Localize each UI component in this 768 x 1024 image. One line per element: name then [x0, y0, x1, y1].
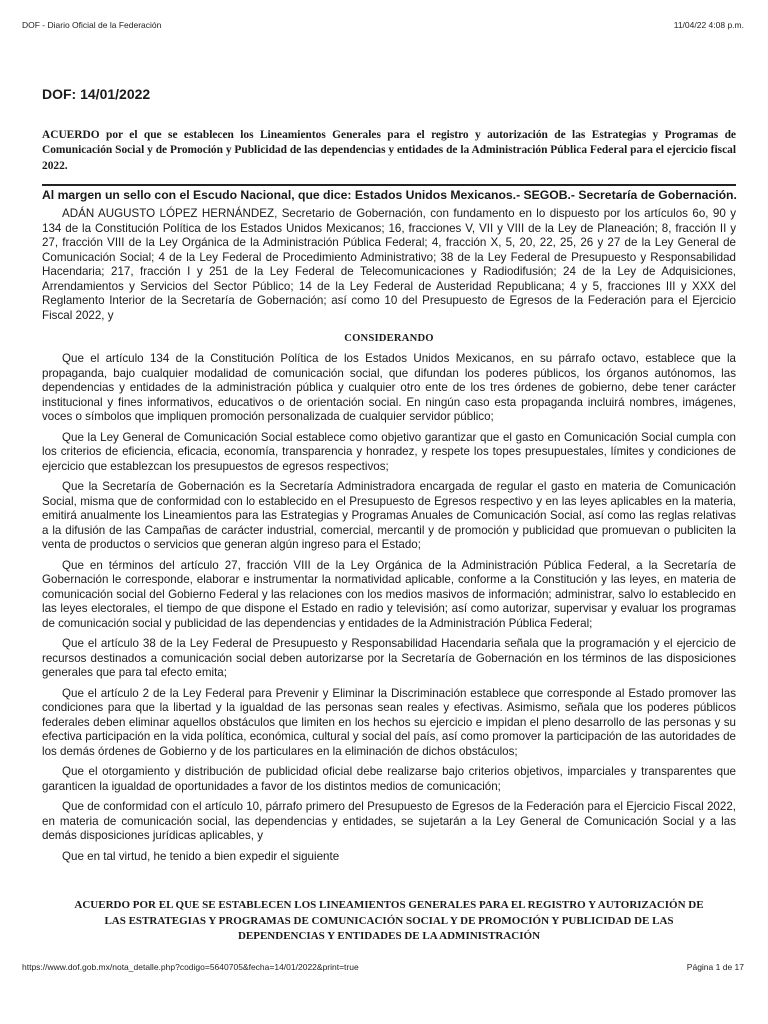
print-header	[22, 20, 744, 30]
considerando-paragraph-6: Que el artículo 2 de la Ley Federal para Prevenir y Eliminar la Discriminación establece que corresponde al Estado promover las condiciones para que la libertad y la igualdad de las personas sean reales y efectivas. Asimismo, señala que los poderes públicos federales deben eliminar aquellos obstáculos que limiten en los hechos su ejercicio e impidan el pleno desarrollo de las personas y su efectiva participación en la vida política, económica, cultural y social del país, así como promover la participación de las autoridades de los demás órdenes de Gobierno y de los particulares en la eliminación de dichos obstáculos;	[42, 686, 736, 758]
acuerdo-heading: ACUERDO POR EL QUE SE ESTABLECEN LOS LINEAMIENTOS GENERALES PARA EL REGISTRO Y AUTORIZACIÓN DE LAS ESTRATEGIAS Y PROGRAMAS DE COMUNICACIÓN SOCIAL Y DE PROMOCIÓN Y PUBLICIDAD DE LAS DEPENDENCIAS Y ENTIDADES DE LA ADMINISTRACIÓN	[74, 899, 704, 943]
considerando-paragraph-1: Que el artículo 134 de la Constitución Política de los Estados Unidos Mexicanos, en su párrafo octavo, establece que la propaganda, bajo cualquier modalidad de comunicación social, que difundan los poderes públicos, los órganos autónomos, las dependencias y entidades de la administración pública y cualquier otro ente de los tres órdenes de gobierno, debe tener carácter institucional y fines informativos, educativos o de orientación social. En ningún caso esta propaganda incluirá nombres, imágenes, voces o símbolos que impliquen promoción personalizada de cualquier servidor público;	[42, 352, 736, 424]
considerando-paragraph-2: Que la Ley General de Comunicación Social establece como objetivo garantizar que el gasto en Comunicación Social cumpla con los criterios de eficiencia, eficacia, economía, transparencia y honradez, y respete los topes presupuestales, límites y condiciones de ejercicio que establezcan los presupuestos de egresos respectivos;	[42, 430, 736, 473]
print-header-datetime: 11/04/22 4:08 p.m.	[673, 20, 744, 30]
print-footer	[22, 962, 744, 972]
print-header-title: DOF - Diario Oficial de la Federación	[22, 20, 162, 30]
print-footer-url: https://www.dof.gob.mx/nota_detalle.php?codigo=5640705&fecha=14/01/2022&print=true	[22, 962, 359, 972]
print-footer-page: Página 1 de 17	[686, 962, 744, 972]
sello-line: Al margen un sello con el Escudo Nacional, que dice: Estados Unidos Mexicanos.- SEGOB.- Secretaría de Gobernación.	[42, 184, 736, 203]
decree-title: ACUERDO por el que se establecen los Lineamientos Generales para el registro y autorización de las Estrategias y Programas de Comunicación Social y de Promoción y Publicidad de las dependencias y entidades de la Administración Pública Federal para el ejercicio fiscal 2022.	[42, 129, 736, 172]
considerando-paragraph-3: Que la Secretaría de Gobernación es la Secretaría Administradora encargada de regular el gasto en materia de Comunicación Social, misma que de conformidad con lo establecido en el Presupuesto de Egresos respectivo y en las leyes aplicables en la materia, emitirá anualmente los Lineamientos para las Estrategias y Programas Anuales de Comunicación Social, así como las reglas relativas a la difusión de las Campañas de carácter industrial, comercial, mercantil y de promoción y publicidad que promuevan o publiciten la venta de productos o servicios que generan algún ingreso para el Estado;	[42, 480, 736, 552]
considerando-paragraph-8: Que de conformidad con el artículo 10, párrafo primero del Presupuesto de Egresos de la Federación para el Ejercicio Fiscal 2022, en materia de comunicación social, las dependencias y entidades, se sujetarán a la Ley General de Comunicación Social y a las demás disposiciones jurídicas aplicables, y	[42, 800, 736, 843]
document-content	[42, 86, 736, 944]
considerando-heading: CONSIDERANDO	[344, 333, 434, 345]
dof-date: DOF: 14/01/2022	[42, 86, 151, 102]
considerando-paragraph-5: Que el artículo 38 de la Ley Federal de Presupuesto y Responsabilidad Hacendaria señala que la programación y el ejercicio de recursos destinados a comunicación social deben autorizarse por la Secretaría de Gobernación en los términos de las disposiciones generales que para tal efecto emita;	[42, 637, 736, 680]
preamble-paragraph: ADÁN AUGUSTO LÓPEZ HERNÁNDEZ, Secretario de Gobernación, con fundamento en lo dispuesto por los artículos 6o, 90 y 134 de la Constitución Política de los Estados Unidos Mexicanos; 16, fracciones V, VII y VIII de la Ley de Planeación; 8, fracción II y 27, fracción VIII de la Ley Orgánica de la Administración Pública Federal; 4, fracción X, 5, 20, 22, 25, 26 y 27 de la Ley General de Comunicación Social; 4 de la Ley Federal de Procedimiento Administrativo; 38 de la Ley Federal de Presupuesto y Responsabilidad Hacendaria; 217, fracción I y 251 de la Ley Federal de Telecomunicaciones y Radiodifusión; 24 de la Ley de Adquisiciones, Arrendamientos y Servicios del Sector Público; 14 de la Ley Federal de Austeridad Republicana; 4 y 5, fracciones III y XXX del Reglamento Interior de la Secretaría de Gobernación; así como 10 del Presupuesto de Egresos de la Federación para el Ejercicio Fiscal 2022, y	[42, 207, 736, 322]
considerando-paragraph-4: Que en términos del artículo 27, fracción VIII de la Ley Orgánica de la Administración Pública Federal, a la Secretaría de Gobernación le corresponde, elaborar e instrumentar la normatividad aplicable, conforme a la Constitución y las leyes, en materia de comunicación social del Gobierno Federal y las relaciones con los medios masivos de información; administrar, salvo lo establecido en las leyes electorales, el tiempo de que dispone el Estado en radio y televisión; así como autorizar, supervisar y evaluar los programas de comunicación social y publicidad de las dependencias y entidades de la Administración Pública Federal;	[42, 558, 736, 630]
considerando-paragraph-9: Que en tal virtud, he tenido a bien expedir el siguiente	[62, 849, 340, 863]
considerando-paragraph-7: Que el otorgamiento y distribución de publicidad oficial debe realizarse bajo criterios objetivos, imparciales y transparentes que garanticen la igualdad de oportunidades a favor de los distintos medios de comunicación;	[42, 765, 736, 793]
